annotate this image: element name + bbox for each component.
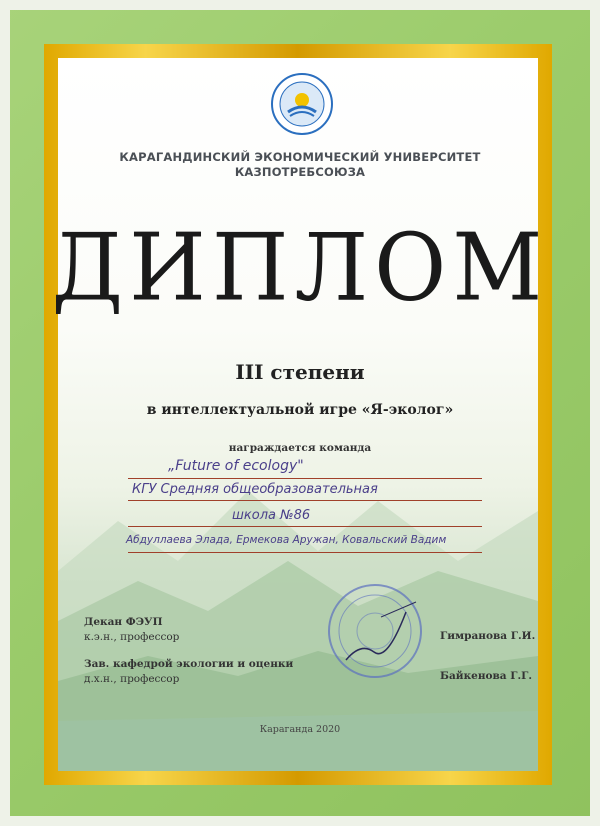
university-logo-icon (270, 72, 334, 136)
underline-3 (128, 526, 482, 527)
team-name-handwritten: „Future of ecology" (168, 458, 304, 474)
head-title: Зав. кафедрой экологии и оценки (84, 658, 294, 670)
school-line1-handwritten: КГУ Средняя общеобразовательная (132, 482, 378, 497)
head-name: Байкенова Г.Г. (440, 670, 533, 682)
dean-degree: к.э.н., профессор (84, 631, 180, 643)
school-line2-handwritten: школа №86 (232, 508, 311, 523)
event-text: в интеллектуальной игре «Я-эколог» (146, 402, 454, 418)
head-degree: д.х.н., профессор (84, 673, 180, 685)
diploma-title: ДИПЛОМ (51, 213, 549, 322)
city-year: Караганда 2020 (259, 724, 341, 735)
university-name-line1: КАРАГАНДИНСКИЙ ЭКОНОМИЧЕСКИЙ УНИВЕРСИТЕТ (119, 150, 481, 164)
members-handwritten: Абдуллаева Элада, Ермекова Аружан, Ковальский Вадим (126, 534, 447, 546)
degree-text: III степени (235, 360, 365, 384)
university-name-line2: КАЗПОТРЕБСОЮЗА (234, 165, 366, 179)
underline-1 (128, 478, 482, 479)
dean-name: Гимранова Г.И. (440, 630, 536, 642)
dean-title: Декан ФЭУП (84, 616, 163, 628)
awarded-text: награждается команда (228, 442, 372, 454)
official-stamp-icon (326, 582, 424, 680)
underline-2 (128, 500, 482, 501)
underline-4 (128, 552, 482, 553)
